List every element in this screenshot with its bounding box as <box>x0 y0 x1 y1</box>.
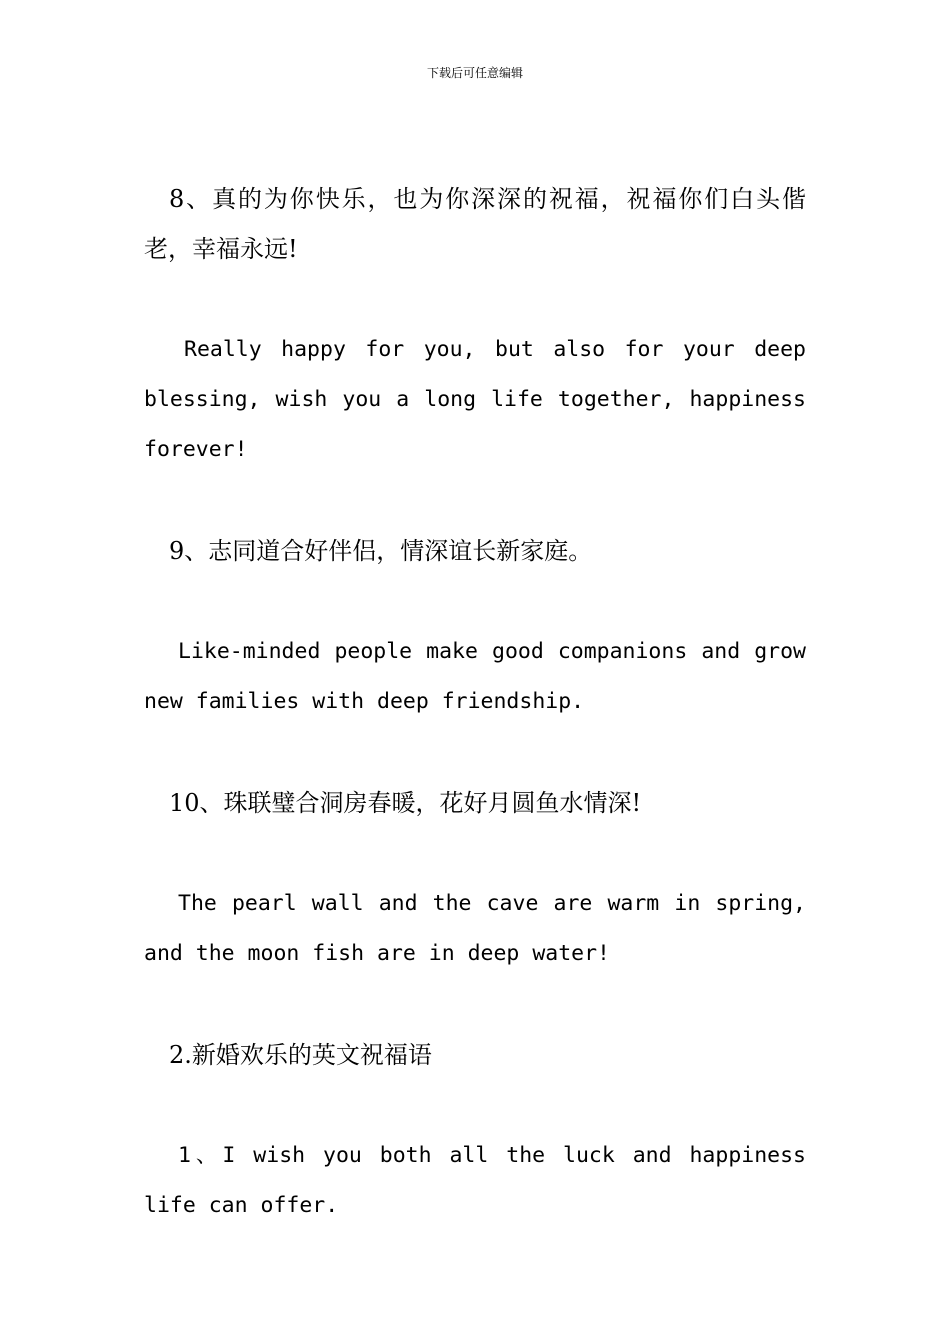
paragraph-10-chinese: 10、珠联璧合洞房春暖，花好月圆鱼水情深! <box>169 789 642 817</box>
page-header-note: 下载后可任意编辑 <box>426 66 523 80</box>
paragraph-10-english: The pearl wall and the cave are warm in spring, and the moon fish are in deep water! <box>144 891 806 966</box>
paragraph-1-english: 1、I wish you both all the luck and happiness life can offer. <box>144 1143 806 1218</box>
paragraph-8-english: Really happy for you, but also for your deep blessing, wish you a long life together, happiness forever! <box>144 337 806 462</box>
document-body <box>144 174 806 1282</box>
paragraph-8-chinese: 8、真的为你快乐，也为你深深的祝福，祝福你们白头偕老，幸福永远! <box>144 185 806 263</box>
paragraph-9-chinese: 9、志同道合好伴侣，情深谊长新家庭。 <box>169 537 593 565</box>
paragraph-9-english: Like-minded people make good companions and grow new families with deep friendship. <box>144 639 806 714</box>
section-heading: 2.新婚欢乐的英文祝福语 <box>169 1041 432 1069</box>
